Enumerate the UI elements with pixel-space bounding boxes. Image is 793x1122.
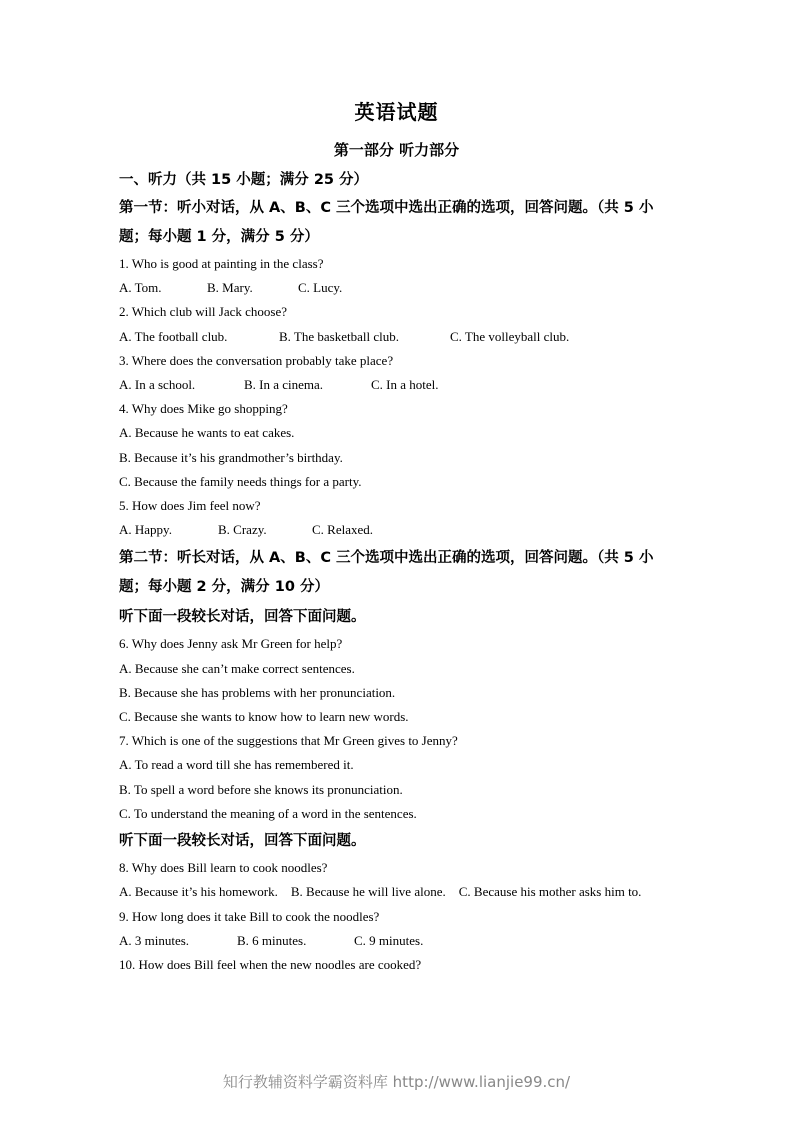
question-6-option-b: B. Because she has problems with her pronunciation. — [119, 684, 396, 700]
question-5: 5. How does Jim feel now? — [119, 498, 261, 514]
question-8-options: A. Because it’s his homework. B. Because he will live alone. C. Because his mother asks him to. — [119, 884, 642, 900]
question-6: 6. Why does Jenny ask Mr Green for help? — [119, 636, 343, 652]
question-4-option-c: C. Because the family needs things for a party. — [119, 473, 362, 489]
question-6-option-a: A. Because she can’t make correct sentences. — [119, 660, 355, 676]
question-7-option-c: C. To understand the meaning of a word in the sentences. — [119, 805, 417, 821]
question-7: 7. Which is one of the suggestions that Mr Green gives to Jenny? — [119, 733, 458, 749]
part-title: 第一部分 听力部分 — [333, 141, 460, 159]
option-b: B. In a cinema. — [244, 377, 324, 393]
question-4: 4. Why does Mike go shopping? — [119, 401, 288, 417]
question-7-option-b: B. To spell a word before she knows its pronunciation. — [119, 781, 403, 797]
option-c: C. Lucy. — [298, 280, 343, 296]
question-7-option-a: A. To read a word till she has remembered it. — [119, 757, 354, 773]
question-1: 1. Who is good at painting in the class? — [119, 256, 324, 271]
option-a: A. Tom. — [119, 280, 162, 296]
question-8: 8. Why does Bill learn to cook noodles? — [119, 860, 328, 876]
question-6-option-c: C. Because she wants to know how to learn new words. — [119, 709, 409, 725]
question-9: 9. How long does it take Bill to cook the noodles? — [119, 908, 380, 924]
question-5-options — [119, 518, 679, 542]
question-1-options — [119, 276, 679, 300]
option-b: B. 6 minutes. — [237, 932, 307, 948]
question-3: 3. Where does the conversation probably take place? — [119, 352, 394, 368]
long-dialog-instruction-2: 听下面一段较长对话，回答下面问题。 — [119, 833, 366, 850]
question-4-option-a: A. Because he wants to eat cakes. — [119, 425, 295, 441]
option-a: A. The football club. — [119, 328, 228, 344]
question-4-option-b: B. Because it’s his grandmother’s birthday. — [119, 449, 343, 465]
option-b: B. Mary. — [207, 280, 253, 296]
option-a: A. In a school. — [119, 377, 196, 393]
question-10: 10. How does Bill feel when the new noodles are cooked? — [119, 957, 422, 973]
question-3-options — [119, 373, 679, 397]
question-2: 2. Which club will Jack choose? — [119, 304, 287, 320]
option-b: B. Crazy. — [218, 522, 267, 538]
section-heading: 一、听力（共 15 小题；满分 25 分） — [119, 172, 369, 188]
question-9-options — [119, 929, 679, 953]
question-2-options — [119, 325, 679, 349]
subsection-1-heading: 第一节：听小对话，从 A、B、C 三个选项中选出正确的选项，回答问题。（共 5 小题；每小题 1 分，满分 5 分） — [119, 200, 654, 245]
option-c: C. Relaxed. — [312, 522, 374, 538]
option-c: C. 9 minutes. — [354, 932, 424, 948]
option-c: C. In a hotel. — [371, 377, 439, 393]
option-a: A. 3 minutes. — [119, 932, 190, 948]
option-b: B. The basketball club. — [279, 328, 399, 344]
long-dialog-instruction-1: 听下面一段较长对话，回答下面问题。 — [119, 609, 366, 626]
subsection-2-heading: 第二节：听长对话，从 A、B、C 三个选项中选出正确的选项，回答问题。（共 5 小题；每小题 2 分，满分 10 分） — [119, 550, 654, 596]
option-c: C. The volleyball club. — [450, 328, 570, 344]
exam-content — [119, 166, 679, 977]
page-title: 英语试题 — [354, 100, 439, 124]
option-a: A. Happy. — [119, 522, 172, 538]
footer-watermark: 知行教辅资料学霸资料库 http://www.lianjie99.cn/ — [222, 1073, 571, 1091]
